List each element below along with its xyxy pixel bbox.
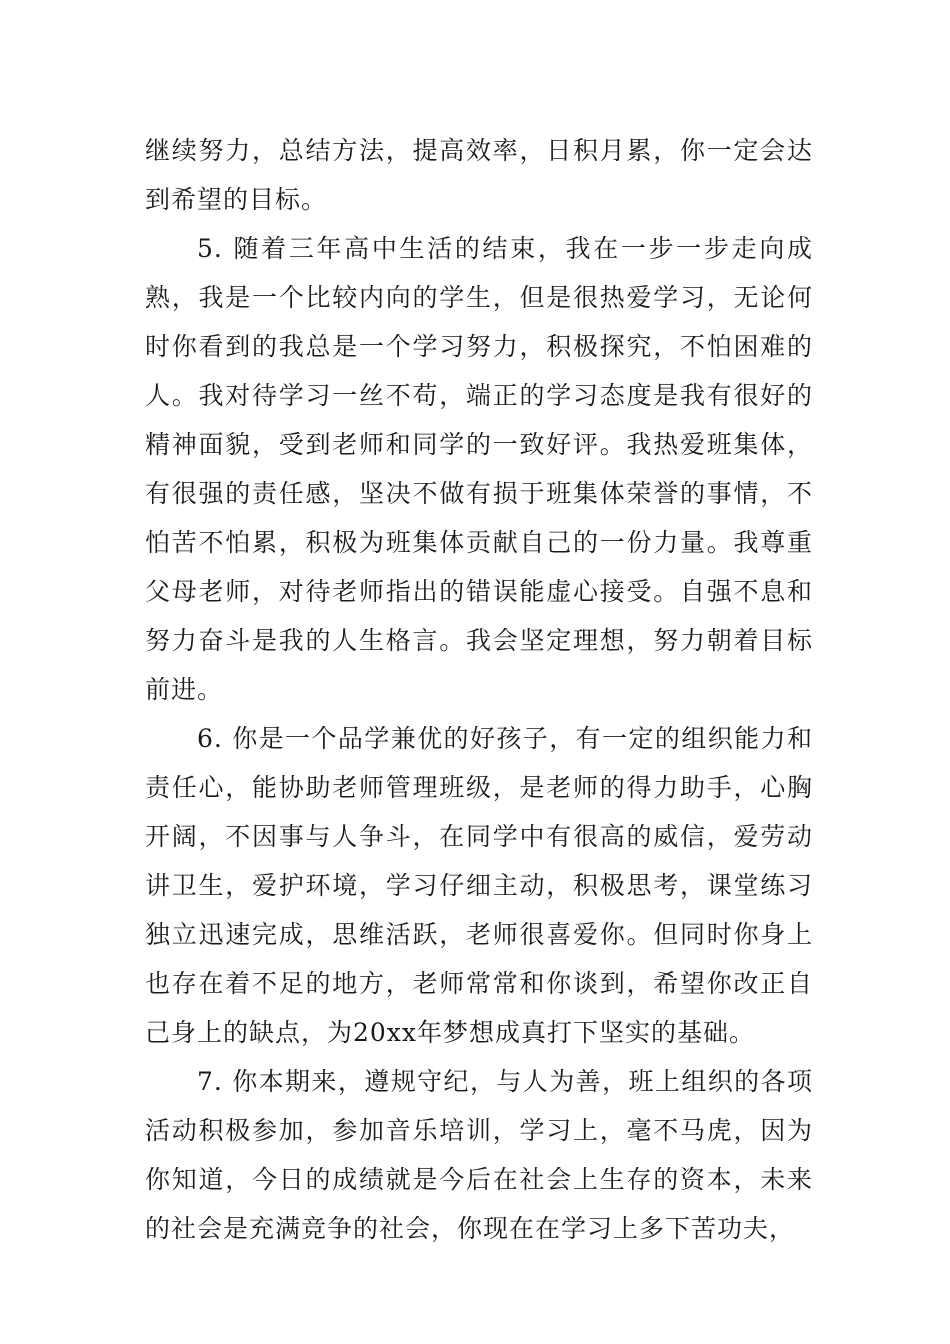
paragraph-item-7: 7. 你本期来，遵规守纪，与人为善，班上组织的各项活动积极参加，参加音乐培训，学习上，毫不马虎，因为你知道，今日的成绩就是今后在社会上生存的资本，未来的社会是充满竞争的社会，你现在在学习上多下苦功夫，: [145, 1067, 813, 1243]
paragraph-continuation: 继续努力，总结方法，提高效率，日积月累，你一定会达到希望的目标。: [145, 136, 813, 214]
document-body: [145, 126, 813, 1253]
paragraph-item-6: 6. 你是一个品学兼优的好孩子，有一定的组织能力和责任心，能协助老师管理班级，是老师的得力助手，心胸开阔，不因事与人争斗，在同学中有很高的威信，爱劳动讲卫生，爱护环境，学习仔细主动，积极思考，课堂练习独立迅速完成，思维活跃，老师很喜爱你。但同时你身上也存在着不足的地方，老师常常和你谈到，希望你改正自己身上的缺点，为20xx年梦想成真打下坚实的基础。: [145, 724, 813, 1047]
paragraph-item-5: 5. 随着三年高中生活的结束，我在一步一步走向成熟，我是一个比较内向的学生，但是很热爱学习，无论何时你看到的我总是一个学习努力，积极探究，不怕困难的人。我对待学习一丝不苟，端正的学习态度是我有很好的精神面貌，受到老师和同学的一致好评。我热爱班集体，有很强的责任感，坚决不做有损于班集体荣誉的事情，不怕苦不怕累，积极为班集体贡献自己的一份力量。我尊重父母老师，对待老师指出的错误能虚心接受。自强不息和努力奋斗是我的人生格言。我会坚定理想，努力朝着目标前进。: [145, 234, 813, 704]
